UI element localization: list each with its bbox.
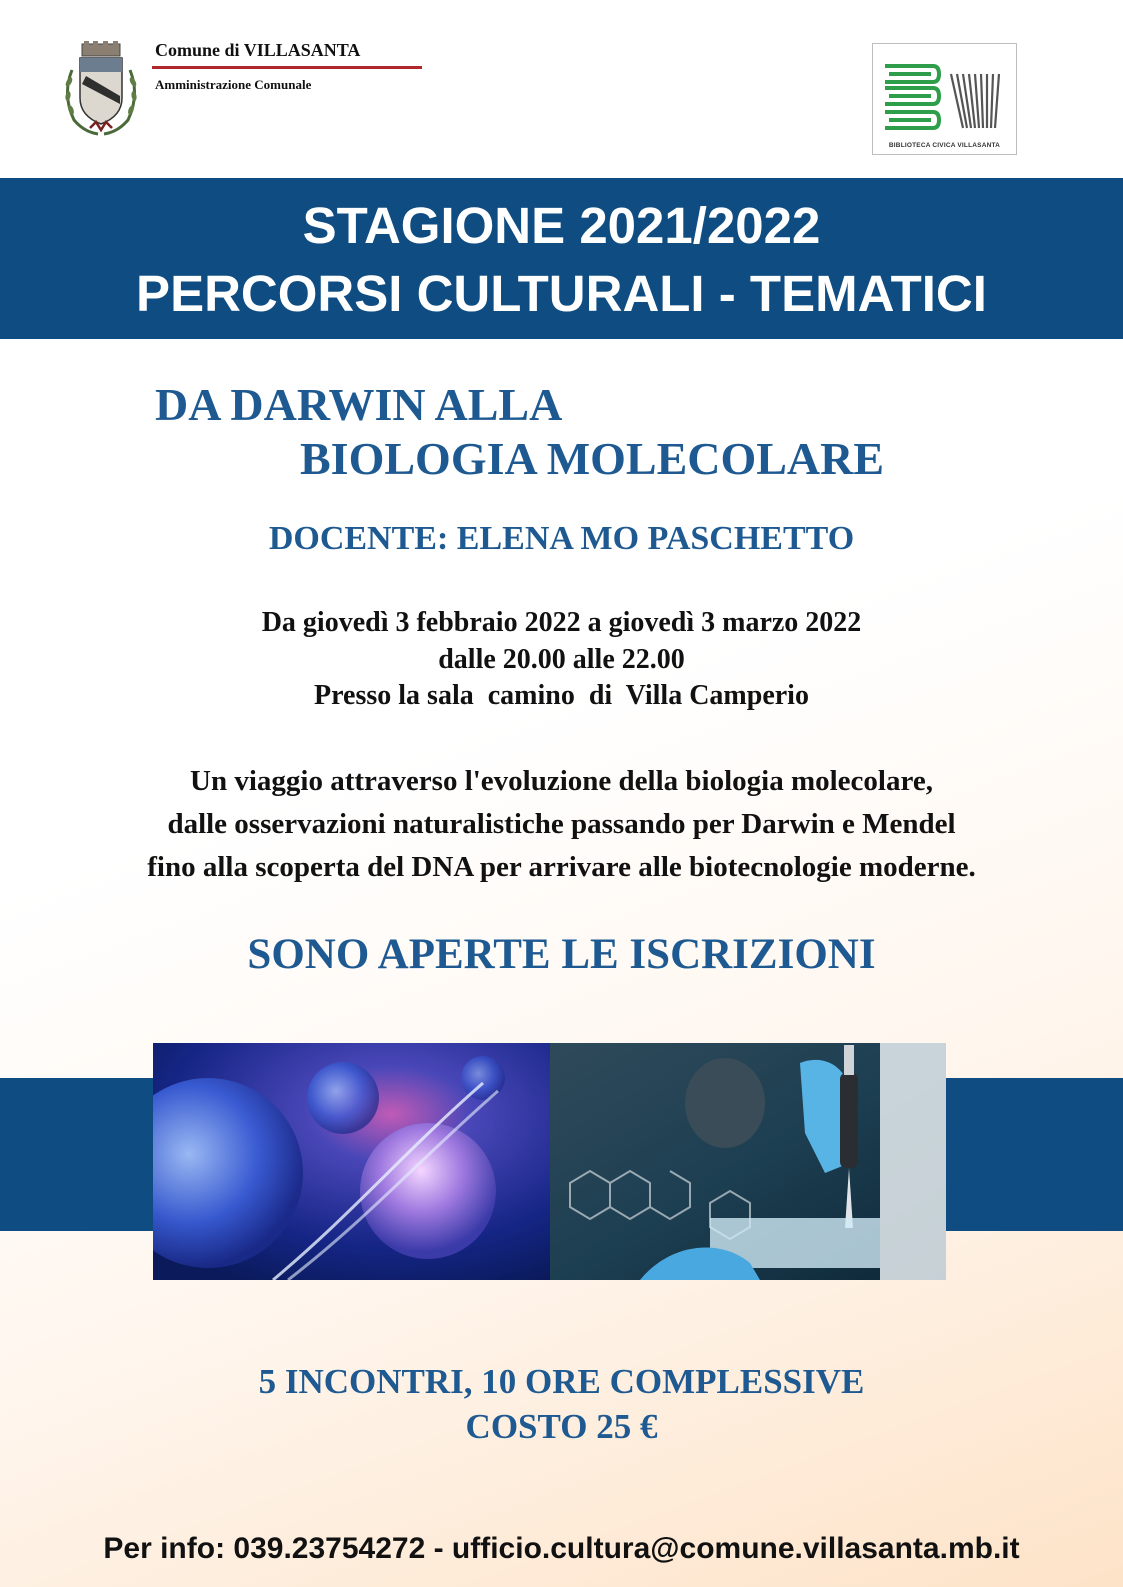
library-logo bbox=[872, 43, 1017, 155]
course-hours: dalle 20.00 alle 22.00 bbox=[438, 644, 685, 675]
title-banner bbox=[0, 178, 1123, 339]
course-title-line-2: BIOLOGIA MOLECOLARE bbox=[300, 433, 885, 484]
description-line: Un viaggio attraverso l'evoluzione della biologia molecolare, bbox=[190, 765, 933, 797]
left-accent-bar bbox=[0, 1078, 153, 1231]
course-dates: Da giovedì 3 febbraio 2022 a giovedì 3 marzo 2022 bbox=[261, 607, 862, 638]
cells-dna-illustration bbox=[153, 1043, 550, 1280]
series-title: PERCORSI CULTURALI - TEMATICI bbox=[136, 265, 987, 322]
municipality-subtitle: Amministrazione Comunale bbox=[155, 77, 312, 92]
description-line: fino alla scoperta del DNA per arrivare alle biotecnologie moderne. bbox=[147, 851, 976, 883]
library-logo-caption: BIBLIOTECA CIVICA VILLASANTA bbox=[888, 142, 1001, 149]
laboratory-pipette-photo bbox=[550, 1043, 946, 1280]
course-cost: COSTO 25 € bbox=[465, 1407, 658, 1446]
library-logo-icon bbox=[873, 44, 1016, 154]
teacher-name: DOCENTE: ELENA MO PASCHETTO bbox=[268, 520, 855, 557]
coat-of-arms-icon bbox=[60, 40, 142, 138]
municipality-name: Comune di VILLASANTA bbox=[155, 40, 361, 60]
course-title-line-1: DA DARWIN ALLA bbox=[155, 379, 563, 430]
description-line: dalle osservazioni naturalistiche passando per Darwin e Mendel bbox=[167, 808, 956, 840]
season-title: STAGIONE 2021/2022 bbox=[302, 197, 821, 254]
contact-info: Per info: 039.23754272 - ufficio.cultura@comune.villasanta.mb.it bbox=[103, 1532, 1020, 1565]
course-place: Presso la sala camino di Villa Camperio bbox=[314, 680, 809, 711]
right-accent-bar bbox=[946, 1078, 1123, 1231]
header-divider bbox=[152, 66, 422, 69]
course-summary: 5 INCONTRI, 10 ORE COMPLESSIVE bbox=[258, 1362, 865, 1401]
registration-notice: SONO APERTE LE ISCRIZIONI bbox=[247, 931, 876, 978]
